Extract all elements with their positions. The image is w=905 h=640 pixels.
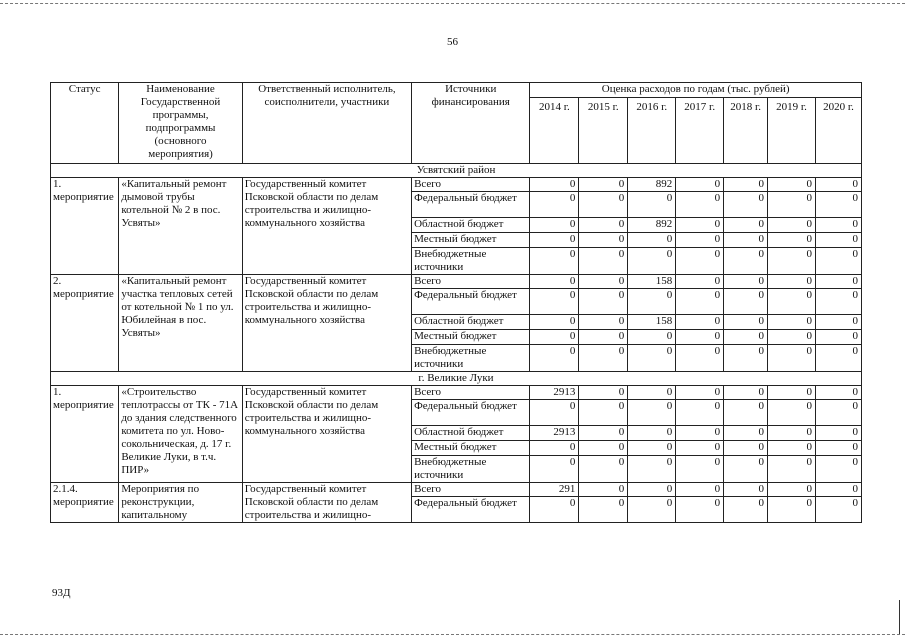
amount-cell: 0 bbox=[768, 441, 816, 456]
amount-cell: 0 bbox=[628, 233, 676, 248]
amount-cell: 0 bbox=[628, 192, 676, 218]
amount-cell: 0 bbox=[815, 456, 861, 483]
amount-cell: 0 bbox=[579, 456, 628, 483]
amount-cell: 0 bbox=[579, 426, 628, 441]
amount-cell: 892 bbox=[628, 178, 676, 192]
amount-cell: 0 bbox=[815, 386, 861, 400]
amount-cell: 0 bbox=[676, 178, 724, 192]
funding-source: Всего bbox=[412, 178, 530, 192]
amount-cell: 0 bbox=[815, 330, 861, 345]
region-title: г. Великие Луки bbox=[51, 372, 862, 386]
item-status: 2.1.4. мероприятие bbox=[51, 483, 119, 523]
amount-cell: 0 bbox=[724, 233, 768, 248]
amount-cell: 0 bbox=[815, 400, 861, 426]
funding-source: Федеральный бюджет bbox=[412, 289, 530, 315]
header-year: 2016 г. bbox=[628, 98, 676, 164]
amount-cell: 0 bbox=[628, 497, 676, 523]
table-body bbox=[51, 164, 862, 523]
funding-source: Местный бюджет bbox=[412, 330, 530, 345]
amount-cell: 0 bbox=[724, 330, 768, 345]
item-status: 1. мероприятие bbox=[51, 178, 119, 275]
amount-cell: 0 bbox=[579, 386, 628, 400]
item-executor: Государственный комитет Псковской области по делам строительства и жилищно-коммунального хозяйства bbox=[242, 178, 411, 275]
amount-cell: 0 bbox=[768, 330, 816, 345]
amount-cell: 0 bbox=[579, 289, 628, 315]
amount-cell: 0 bbox=[579, 218, 628, 233]
amount-cell: 0 bbox=[628, 400, 676, 426]
funding-source: Федеральный бюджет bbox=[412, 400, 530, 426]
header-sources: Источники финансирования bbox=[412, 83, 530, 164]
amount-cell: 0 bbox=[768, 248, 816, 275]
header-executor: Ответственный исполнитель, соисполнители, участники bbox=[242, 83, 411, 164]
amount-cell: 0 bbox=[724, 192, 768, 218]
header-expenses: Оценка расходов по годам (тыс. рублей) bbox=[530, 83, 862, 98]
funding-source: Внебюджетные источники bbox=[412, 248, 530, 275]
amount-cell: 0 bbox=[724, 289, 768, 315]
item-name: «Капитальный ремонт дымовой трубы котельной № 2 в пос. Усвяты» bbox=[119, 178, 242, 275]
amount-cell: 0 bbox=[768, 386, 816, 400]
funding-source: Областной бюджет bbox=[412, 218, 530, 233]
header-name: Наименование Государственной программы, подпрограммы (основного мероприятия) bbox=[119, 83, 242, 164]
amount-cell: 0 bbox=[628, 386, 676, 400]
amount-cell: 892 bbox=[628, 218, 676, 233]
amount-cell: 0 bbox=[628, 248, 676, 275]
amount-cell: 0 bbox=[530, 233, 579, 248]
amount-cell: 0 bbox=[724, 345, 768, 372]
amount-cell: 0 bbox=[628, 345, 676, 372]
amount-cell: 0 bbox=[530, 400, 579, 426]
amount-cell: 0 bbox=[724, 441, 768, 456]
amount-cell: 0 bbox=[530, 192, 579, 218]
amount-cell: 0 bbox=[530, 497, 579, 523]
funding-source: Областной бюджет bbox=[412, 315, 530, 330]
amount-cell: 0 bbox=[815, 426, 861, 441]
funding-source: Областной бюджет bbox=[412, 426, 530, 441]
amount-cell: 0 bbox=[815, 275, 861, 289]
amount-cell: 0 bbox=[768, 426, 816, 441]
funding-source: Федеральный бюджет bbox=[412, 497, 530, 523]
amount-cell: 0 bbox=[579, 497, 628, 523]
funding-source: Всего bbox=[412, 386, 530, 400]
amount-cell: 0 bbox=[815, 315, 861, 330]
amount-cell: 2913 bbox=[530, 386, 579, 400]
amount-cell: 0 bbox=[724, 315, 768, 330]
amount-cell: 0 bbox=[579, 345, 628, 372]
item-status: 2. мероприятие bbox=[51, 275, 119, 372]
header-status: Статус bbox=[51, 83, 119, 164]
amount-cell: 0 bbox=[768, 192, 816, 218]
table-row bbox=[51, 483, 862, 497]
amount-cell: 0 bbox=[676, 386, 724, 400]
region-row bbox=[51, 164, 862, 178]
amount-cell: 0 bbox=[530, 441, 579, 456]
scan-edge-right bbox=[899, 600, 900, 634]
amount-cell: 0 bbox=[628, 441, 676, 456]
header-year: 2019 г. bbox=[768, 98, 816, 164]
amount-cell: 0 bbox=[628, 456, 676, 483]
amount-cell: 0 bbox=[579, 178, 628, 192]
funding-source: Всего bbox=[412, 483, 530, 497]
amount-cell: 0 bbox=[676, 233, 724, 248]
amount-cell: 0 bbox=[628, 483, 676, 497]
header-year: 2014 г. bbox=[530, 98, 579, 164]
amount-cell: 0 bbox=[815, 289, 861, 315]
amount-cell: 0 bbox=[724, 400, 768, 426]
table-row bbox=[51, 178, 862, 192]
amount-cell: 0 bbox=[768, 483, 816, 497]
amount-cell: 0 bbox=[676, 345, 724, 372]
table-row bbox=[51, 386, 862, 400]
funding-source: Местный бюджет bbox=[412, 233, 530, 248]
amount-cell: 0 bbox=[530, 218, 579, 233]
amount-cell: 0 bbox=[579, 233, 628, 248]
amount-cell: 0 bbox=[768, 345, 816, 372]
amount-cell: 0 bbox=[676, 315, 724, 330]
amount-cell: 0 bbox=[724, 218, 768, 233]
page-number: 56 bbox=[447, 36, 458, 48]
amount-cell: 0 bbox=[579, 441, 628, 456]
item-status: 1. мероприятие bbox=[51, 386, 119, 483]
amount-cell: 291 bbox=[530, 483, 579, 497]
amount-cell: 0 bbox=[768, 218, 816, 233]
funding-source: Местный бюджет bbox=[412, 441, 530, 456]
funding-source: Всего bbox=[412, 275, 530, 289]
footer-code: 93Д bbox=[52, 587, 71, 599]
item-name: «Капитальный ремонт участка тепловых сетей от котельной № 1 по ул. Юбилейная в пос. Усвяты» bbox=[119, 275, 242, 372]
amount-cell: 0 bbox=[676, 456, 724, 483]
amount-cell: 0 bbox=[768, 289, 816, 315]
amount-cell: 0 bbox=[724, 275, 768, 289]
amount-cell: 0 bbox=[724, 497, 768, 523]
amount-cell: 0 bbox=[768, 233, 816, 248]
amount-cell: 0 bbox=[579, 483, 628, 497]
amount-cell: 0 bbox=[768, 456, 816, 483]
item-name: Мероприятия по реконструкции, капитальному bbox=[119, 483, 242, 523]
amount-cell: 0 bbox=[676, 330, 724, 345]
amount-cell: 0 bbox=[815, 233, 861, 248]
amount-cell: 158 bbox=[628, 275, 676, 289]
amount-cell: 2913 bbox=[530, 426, 579, 441]
amount-cell: 0 bbox=[676, 483, 724, 497]
amount-cell: 0 bbox=[530, 330, 579, 345]
amount-cell: 0 bbox=[676, 218, 724, 233]
amount-cell: 0 bbox=[676, 192, 724, 218]
amount-cell: 0 bbox=[579, 400, 628, 426]
item-executor: Государственный комитет Псковской области по делам строительства и жилищно- bbox=[242, 483, 411, 523]
header-year: 2018 г. bbox=[724, 98, 768, 164]
amount-cell: 0 bbox=[815, 441, 861, 456]
amount-cell: 0 bbox=[724, 178, 768, 192]
amount-cell: 0 bbox=[579, 275, 628, 289]
amount-cell: 0 bbox=[724, 386, 768, 400]
table-row bbox=[51, 275, 862, 289]
expenses-table bbox=[50, 82, 862, 523]
amount-cell: 0 bbox=[530, 315, 579, 330]
scan-edge-bottom bbox=[0, 634, 905, 635]
amount-cell: 0 bbox=[579, 248, 628, 275]
amount-cell: 0 bbox=[628, 330, 676, 345]
amount-cell: 0 bbox=[579, 315, 628, 330]
amount-cell: 0 bbox=[676, 426, 724, 441]
funding-source: Внебюджетные источники bbox=[412, 456, 530, 483]
funding-source: Федеральный бюджет bbox=[412, 192, 530, 218]
amount-cell: 0 bbox=[768, 178, 816, 192]
amount-cell: 0 bbox=[579, 330, 628, 345]
item-name: «Строительство теплотрассы от ТК - 71А до здания следственного комитета по ул. Ново-сокольническая, д. 17 г. Великие Луки, в т.ч. ПИР» bbox=[119, 386, 242, 483]
amount-cell: 0 bbox=[579, 192, 628, 218]
amount-cell: 0 bbox=[815, 178, 861, 192]
amount-cell: 0 bbox=[724, 248, 768, 275]
amount-cell: 0 bbox=[676, 441, 724, 456]
amount-cell: 0 bbox=[530, 289, 579, 315]
amount-cell: 0 bbox=[768, 315, 816, 330]
item-executor: Государственный комитет Псковской области по делам строительства и жилищно-коммунального хозяйства bbox=[242, 386, 411, 483]
amount-cell: 0 bbox=[676, 289, 724, 315]
item-executor: Государственный комитет Псковской области по делам строительства и жилищно-коммунального хозяйства bbox=[242, 275, 411, 372]
amount-cell: 0 bbox=[815, 248, 861, 275]
header-year: 2017 г. bbox=[676, 98, 724, 164]
amount-cell: 0 bbox=[676, 400, 724, 426]
amount-cell: 0 bbox=[768, 497, 816, 523]
amount-cell: 0 bbox=[676, 248, 724, 275]
amount-cell: 0 bbox=[768, 275, 816, 289]
amount-cell: 0 bbox=[815, 218, 861, 233]
amount-cell: 0 bbox=[628, 426, 676, 441]
amount-cell: 0 bbox=[530, 248, 579, 275]
funding-source: Внебюджетные источники bbox=[412, 345, 530, 372]
region-row bbox=[51, 372, 862, 386]
amount-cell: 0 bbox=[530, 345, 579, 372]
amount-cell: 0 bbox=[530, 178, 579, 192]
scan-edge-top bbox=[0, 3, 905, 4]
region-title: Усвятский район bbox=[51, 164, 862, 178]
amount-cell: 0 bbox=[815, 483, 861, 497]
amount-cell: 0 bbox=[724, 456, 768, 483]
amount-cell: 0 bbox=[724, 483, 768, 497]
amount-cell: 0 bbox=[815, 497, 861, 523]
amount-cell: 0 bbox=[530, 275, 579, 289]
amount-cell: 0 bbox=[628, 289, 676, 315]
header-year: 2015 г. bbox=[579, 98, 628, 164]
amount-cell: 0 bbox=[815, 345, 861, 372]
header-year: 2020 г. bbox=[815, 98, 861, 164]
amount-cell: 0 bbox=[768, 400, 816, 426]
amount-cell: 158 bbox=[628, 315, 676, 330]
amount-cell: 0 bbox=[676, 497, 724, 523]
amount-cell: 0 bbox=[815, 192, 861, 218]
amount-cell: 0 bbox=[724, 426, 768, 441]
amount-cell: 0 bbox=[676, 275, 724, 289]
amount-cell: 0 bbox=[530, 456, 579, 483]
